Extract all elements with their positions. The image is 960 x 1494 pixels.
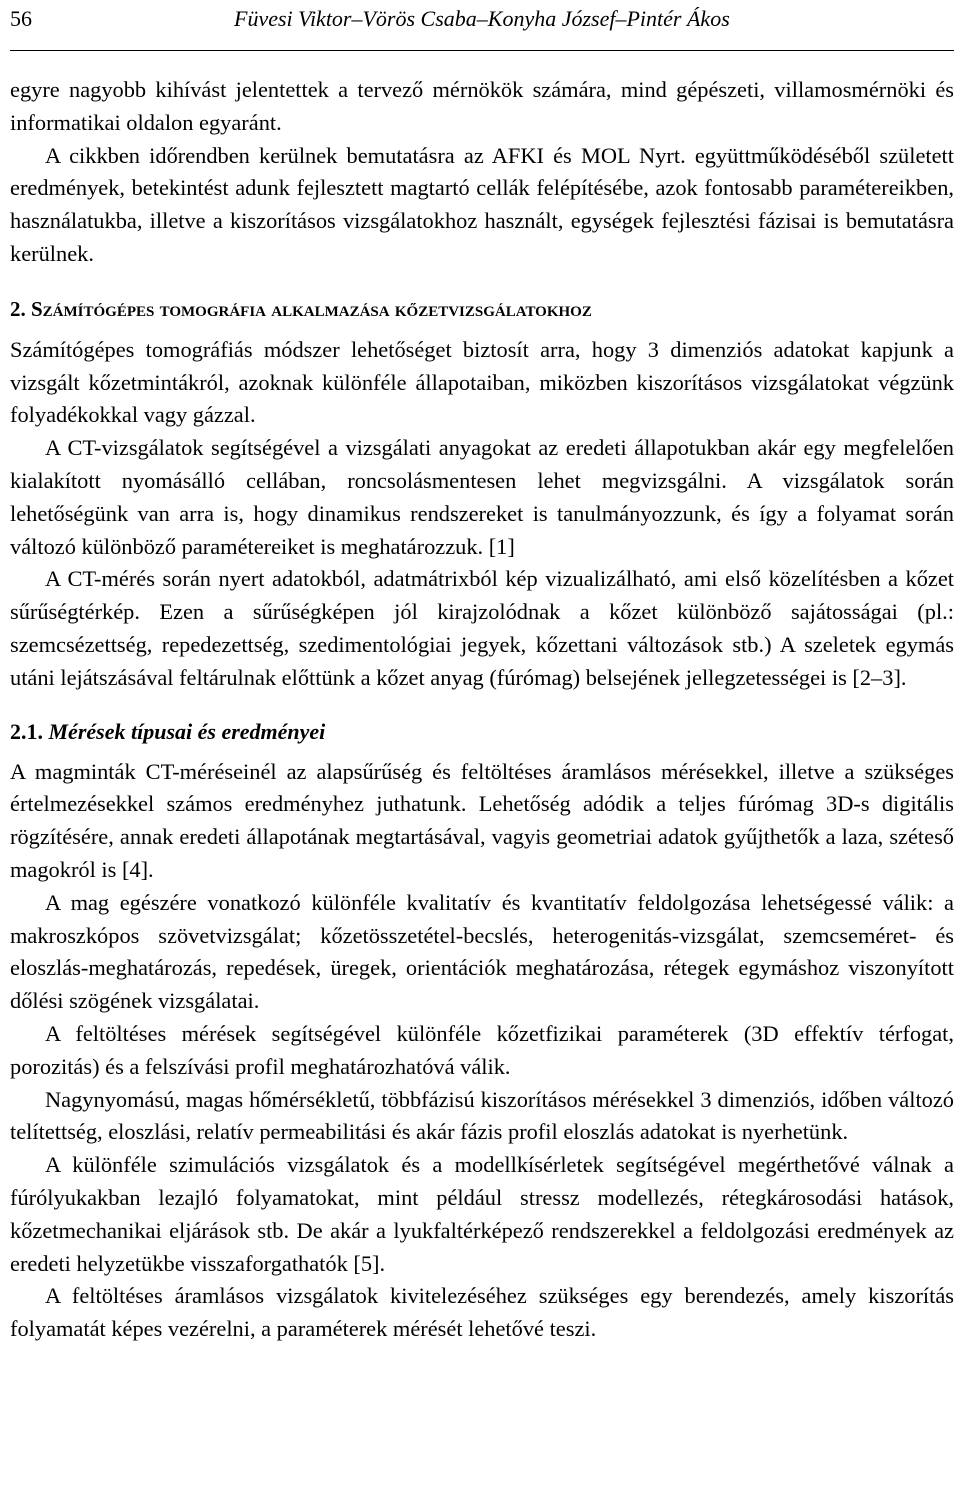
subsection-paragraph-3: A feltöltéses mérések segítségével különféle kőzetfizikai paraméterek (3D effektív térfogat, porozitás) és a felszívási profil meghatározhatóvá válik. bbox=[10, 1020, 954, 1079]
running-header bbox=[10, 0, 954, 51]
subsection-paragraph-1: A magminták CT-méréseinél az alapsűrűség és feltöltéses áramlásos mérésekkel, illetve a szükséges értelmezésekkel számos eredményhez juthatunk. Lehetőség adódik a teljes fúrómag 3D-s digitális rögzítésére, annak eredeti állapotának megtartásával, vagyis geometriai adatok gyűjthetők a laza, széteső magokról is [4]. bbox=[10, 758, 954, 882]
document-page bbox=[10, 0, 954, 1346]
subsection-paragraph-5: A különféle szimulációs vizsgálatok és a modellkísérletek segítségével megérthetővé válnak a fúrólyukakban lezajló folyamatokat, mint például stressz modellezés, rétegkárosodási hatások, kőzetmechanikai eljárások stb. De akár a lyukfaltérképező rendszerekkel a feldolgozási eredmények az eredeti helyzetükbe visszaforgathatók [5]. bbox=[10, 1152, 954, 1276]
subsection-paragraph-4: Nagynyomású, magas hőmérsékletű, többfázisú kiszorításos mérésekkel 3 dimenziós, időben változó telítettség, eloszlási, relatív permeabilitási és akár fázis profil eloszlás adatokat is nyerhetünk. bbox=[10, 1086, 954, 1145]
subsection-title: Mérések típusai és eredményei bbox=[48, 718, 326, 744]
section-heading bbox=[10, 293, 954, 325]
section-paragraph-1: Számítógépes tomográfiás módszer lehetőséget biztosít arra, hogy 3 dimenziós adatokat kapjunk a vizsgált kőzetmintákról, azoknak különféle állapotaiban, miközben kiszorításos vizsgálatokat végzünk folyadékokkal vagy gázzal. bbox=[10, 336, 954, 428]
section-title: Számítógépes tomográfia alkalmazása kőzetvizsgálatokhoz bbox=[31, 296, 592, 321]
subsection-paragraph-2: A mag egészére vonatkozó különféle kvalitatív és kvantitatív feldolgozása lehetségessé válik: a makroszkópos szövetvizsgálat; kőzetösszetétel-becslés, heterogenitás-vizsgálat, szemcseméret- és eloszlás-meghatározás, repedések, üregek, orientációk meghatározása, rétegek egymáshoz viszonyított dőlési szögének vizsgálatai. bbox=[10, 889, 954, 1014]
subsection-number: 2.1. bbox=[10, 718, 43, 744]
page-number: 56 bbox=[10, 6, 32, 31]
section-number: 2. bbox=[10, 296, 26, 321]
section-paragraph-3: A CT-mérés során nyert adatokból, adatmátrixból kép vizualizálható, ami első közelítésben a kőzet sűrűségtérkép. Ezen a sűrűségképen jól kirajzolódnak a kőzet különböző sajátosságai (pl.: szemcsézettség, repedezettség, szedimentológiai jegyek, kőzettani változások stb.) A szeletek egymás utáni lejátszásával feltárulnak előttünk a kőzet anyag (fúrómag) belsejének jellegzetességei is [2–3]. bbox=[10, 566, 954, 690]
intro-paragraph-2: A cikkben időrendben kerülnek bemutatásra az AFKI és MOL Nyrt. együttműködéséből született eredmények, betekintést adunk fejlesztett magtartó cellák felépítésébe, azok fontosabb paramétereikben, használatukba, illetve a kiszorításos vizsgálatokhoz használt, egységek fejlesztési fázisai is bemutatásra kerülnek. bbox=[10, 142, 954, 266]
subsection-heading bbox=[10, 716, 954, 748]
section-paragraph-2: A CT-vizsgálatok segítségével a vizsgálati anyagokat az eredeti állapotukban akár egy megfelelően kialakított nyomásálló cellában, roncsolásmentesen lehet megvizsgálni. A vizsgálatok során lehetőségünk van arra is, hogy dinamikus rendszereket is tanulmányozzunk, és így a folyamat során változó különböző paramétereiket is meghatározzuk. [1] bbox=[10, 435, 954, 559]
body-text bbox=[10, 74, 954, 1346]
header-authors: Füvesi Viktor–Vörös Csaba–Konyha József–Pintér Ákos bbox=[234, 6, 730, 31]
subsection-paragraph-6: A feltöltéses áramlásos vizsgálatok kivitelezéséhez szükséges egy berendezés, amely kiszorítás folyamatát képes vezérelni, a paraméterek mérését lehetővé teszi. bbox=[10, 1283, 954, 1342]
intro-paragraph-1: egyre nagyobb kihívást jelentettek a tervező mérnökök számára, mind gépészeti, villamosmérnöki és informatikai oldalon egyaránt. bbox=[10, 77, 954, 135]
